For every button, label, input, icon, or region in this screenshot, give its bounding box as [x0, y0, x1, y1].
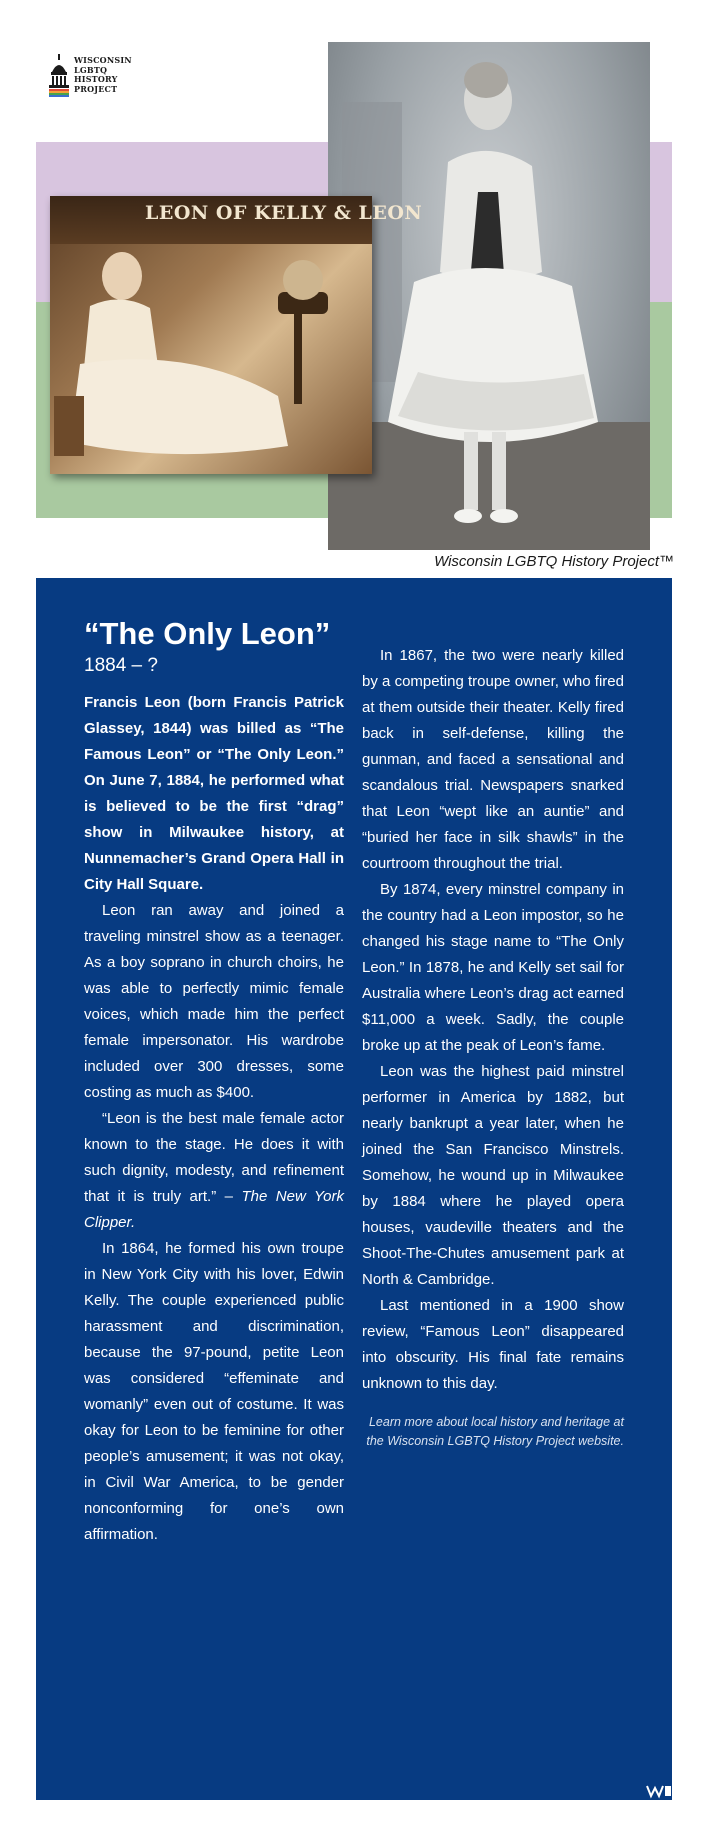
article-right-column: [362, 643, 624, 1451]
article-title: “The Only Leon”: [84, 616, 331, 651]
quote-source: The New York Clipper.: [84, 1188, 344, 1231]
wisconsin-lgbtq-history-project-logo: [48, 52, 148, 102]
poster-illustration: [50, 196, 372, 474]
body-paragraph-5: By 1874, every minstrel company in the country had a Leon impostor, so he changed his stage name to “The Only Leon.” In 1878, he and Kelly set sail for Australia where Leon’s drag act earned $11,000 a week. Sadly, the couple broke up at the peak of Leon’s fame.: [362, 881, 624, 1054]
capitol-building-icon: [48, 54, 70, 98]
logo-text: WISCONSIN LGBTQ HISTORY PROJECT: [74, 55, 132, 94]
body-paragraph-7: Last mentioned in a 1900 show review, “Famous Leon” disappeared into obscurity. His final fate remains unknown to this day.: [362, 1297, 624, 1392]
poster-title-text: LEON OF KELLY & LEON: [145, 202, 423, 224]
quote-paragraph: [84, 1106, 344, 1236]
article-dates: 1884 – ?: [84, 655, 158, 676]
body-paragraph-3: In 1864, he formed his own troupe in New York City with his lover, Edwin Kelly. The couple experienced public harassment and discrimination, because the 97-pound, petite Leon was considered “effeminate and womanly” even out of costume. It was okay for Leon to be feminine for other people’s amusement; it was not okay, in Civil War America, to be gender nonconforming for one’s own affirmation.: [84, 1240, 344, 1543]
kelly-and-leon-poster: [50, 196, 423, 474]
quote-text: “Leon is the best male female actor known to the stage. He does it with such dignity, modesty, and refinement that it is truly art.” –: [84, 1110, 344, 1205]
body-paragraph-6: Leon was the highest paid minstrel performer in America by 1882, but nearly bankrupt a year later, when he joined the San Francisco Minstrels. Somehow, he wound up in Milwaukee by 1884 where he played opera houses, vaudeville theaters and the Shoot-The-Chutes amusement park at North & Cambridge.: [362, 1063, 624, 1288]
body-paragraph-1: Leon ran away and joined a traveling minstrel show as a teenager. As a boy soprano in church choirs, he was able to perfectly mimic female voices, which made him the perfect female impersonator. His wardrobe included over 300 dresses, some costing as much as $400.: [84, 902, 344, 1101]
article-left-column: [84, 616, 344, 1548]
learn-more-note: Learn more about local history and heritage at the Wisconsin LGBTQ History Project website.: [366, 1415, 624, 1448]
lead-paragraph: Francis Leon (born Francis Patrick Glassey, 1844) was billed as “The Famous Leon” or “The Only Leon.” On June 7, 1884, he performed what is believed to be the first “drag” show in Milwaukee history, at Nunnemacher’s Grand Opera Hall in City Hall Square.: [84, 694, 344, 893]
photo-credit: Wisconsin LGBTQ History Project™: [434, 553, 674, 570]
body-paragraph-4: In 1867, the two were nearly killed by a competing troupe owner, who fired at them outside their theater. Kelly fired back in self-defense, killing the gunman, and faced a sensational and scandalous trial. Newspapers snarked that Leon “wept like an auntie” and “buried her face in silk shawls” in the courtroom throughout the trial.: [362, 647, 624, 872]
portrait-figure-illustration: [328, 42, 650, 550]
portrait-photo-leon: [328, 42, 650, 550]
corner-logo-icon: [646, 1784, 672, 1798]
